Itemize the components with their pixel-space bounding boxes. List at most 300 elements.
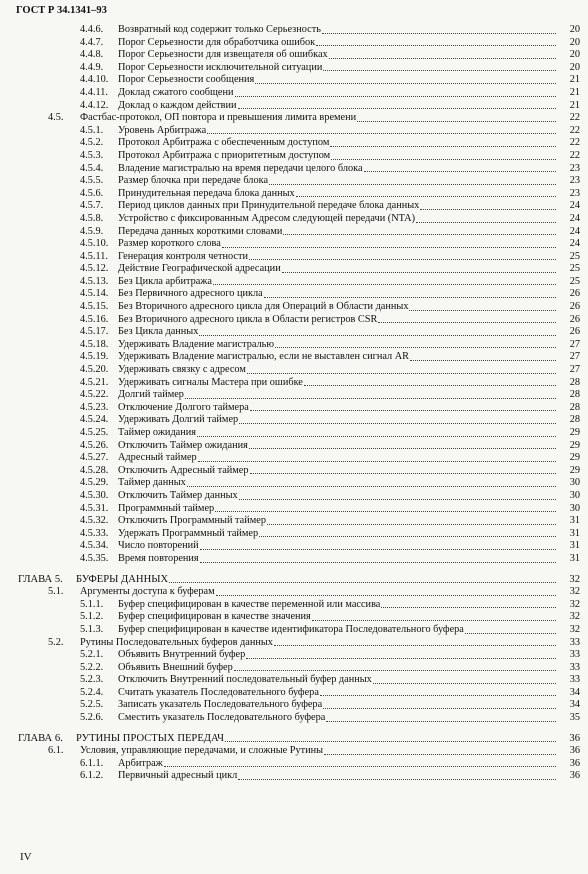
dot-leader — [234, 662, 556, 672]
toc-entry-title: Отключить Таймер ожидания — [118, 439, 248, 451]
toc-entry-title: Буфер специфицирован в качестве переменной или массива — [118, 598, 381, 610]
toc-entry-page: 32 — [569, 586, 580, 598]
toc-entry-title: Удерживать связку с адресом — [118, 364, 246, 376]
toc-entry-title: Арбитраж — [118, 757, 163, 769]
toc-entry-title: Отключить Адресный таймер — [118, 464, 249, 476]
toc-entry — [0, 452, 588, 465]
toc-entry-title-line — [76, 574, 556, 587]
toc-entry-title-line — [80, 586, 556, 599]
toc-entry-page: 30 — [569, 477, 580, 489]
toc-entry-number: 4.5. — [48, 112, 64, 124]
toc-entry — [0, 699, 588, 712]
toc-entry-number: 5.1.3. — [80, 623, 104, 635]
toc-entry-title: Период циклов данных при Принудительной передаче блока данных — [118, 200, 420, 212]
toc-entry — [0, 188, 588, 201]
toc-entry-title-line — [118, 100, 556, 113]
toc-entry — [0, 326, 588, 339]
toc-entry — [0, 150, 588, 163]
toc-entry-page: 32 — [569, 598, 580, 610]
toc-entry — [0, 100, 588, 113]
toc-entry — [0, 637, 588, 650]
toc-entry-page: 36 — [569, 757, 580, 769]
toc-entry-title: Удержать Программный таймер — [118, 527, 259, 539]
toc-entry — [0, 599, 588, 612]
toc-entry-number: 4.5.15. — [80, 301, 109, 313]
toc-entry — [0, 611, 588, 624]
dot-leader — [357, 112, 556, 122]
dot-leader — [222, 238, 556, 248]
toc-entry-page: 33 — [569, 674, 580, 686]
toc-entry-page: 32 — [569, 573, 580, 585]
toc-entry-page: 25 — [569, 275, 580, 287]
toc-entry-number: 4.5.31. — [80, 502, 109, 514]
toc-entry — [0, 427, 588, 440]
dot-leader — [283, 226, 556, 236]
dot-leader — [199, 326, 556, 336]
dot-leader — [198, 452, 556, 462]
toc-entry — [0, 586, 588, 599]
toc-entry-page: 30 — [569, 489, 580, 501]
toc-entry-page: 29 — [569, 427, 580, 438]
dot-leader — [259, 528, 556, 538]
toc-entry-title-line — [118, 288, 556, 301]
toc-entry-number: 5.1. — [48, 586, 64, 598]
toc-entry-title-line — [118, 389, 556, 402]
toc-entry-title-line — [118, 377, 556, 390]
dot-leader — [304, 377, 556, 387]
toc-entry-page: 24 — [569, 212, 580, 224]
toc-entry-page: 28 — [569, 414, 580, 426]
toc-entry — [0, 175, 588, 188]
toc-entry-title-line — [118, 649, 556, 662]
toc-entry-page: 23 — [569, 187, 580, 199]
toc-entry-number: 4.5.24. — [80, 414, 109, 426]
toc-entry-title-line — [80, 112, 556, 125]
dot-leader — [213, 276, 556, 286]
toc-entry-number: 4.5.7. — [80, 200, 104, 212]
toc-entry-title-line — [118, 188, 556, 201]
toc-entry-title: БУФЕРЫ ДАННЫХ — [76, 573, 169, 585]
toc-entry-title-line — [118, 465, 556, 478]
toc-entry-number: 5.2.1. — [80, 649, 104, 661]
toc-entry-number: 4.5.9. — [80, 225, 104, 237]
toc-entry-title: Порог Серьезности сообщения — [118, 74, 255, 86]
toc-entry-title-line — [118, 238, 556, 251]
toc-entry-page: 35 — [569, 712, 580, 724]
toc-entry-page: 36 — [569, 732, 580, 744]
toc-entry-title-line — [118, 87, 556, 100]
toc-entry — [0, 389, 588, 402]
toc-entry-title: Рутины Последовательных буферов данных — [80, 636, 273, 648]
toc-entry-title: Без Цикла данных — [118, 326, 199, 338]
dot-leader — [330, 137, 556, 147]
toc-entry-title-line — [118, 339, 556, 352]
toc-entry-title: Доклад о каждом действии — [118, 99, 237, 111]
dot-leader — [326, 712, 556, 722]
toc-entry-title-line — [118, 62, 556, 75]
dot-leader — [420, 200, 556, 210]
toc-entry-number: 4.4.11. — [80, 86, 108, 98]
toc-entry — [0, 112, 588, 125]
toc-entry-number: 4.5.34. — [80, 540, 109, 552]
toc-entry-page: 34 — [569, 686, 580, 698]
toc-entry — [0, 339, 588, 352]
dot-leader — [216, 586, 556, 596]
toc-entry-number: 5.2.3. — [80, 674, 104, 686]
toc-entry-title: Устройство с фиксированным Адресом следующей передачи (NTA) — [118, 212, 416, 224]
dot-leader — [465, 624, 556, 634]
toc-entry-title: Без Вторичного адресного цикла в Области регистров CSR — [118, 313, 378, 325]
toc-entry-title: Порог Серьезности исключительной ситуации — [118, 61, 323, 73]
toc-entry-page: 27 — [569, 351, 580, 363]
toc-entry-page: 20 — [569, 49, 580, 61]
toc-gap — [0, 725, 588, 733]
toc-entry — [0, 528, 588, 541]
toc-entry-title: Удерживать Владение магистралью — [118, 338, 275, 350]
dot-leader — [373, 674, 556, 684]
toc-entry-number: 4.5.29. — [80, 477, 109, 489]
toc-entry-number: 4.5.18. — [80, 338, 109, 350]
toc-entry-title: Отключить Таймер данных — [118, 489, 238, 501]
toc-entry-number: 4.5.3. — [80, 149, 104, 161]
toc-entry-title: Удерживать Долгий таймер — [118, 414, 239, 426]
toc-entry — [0, 477, 588, 490]
toc-entry — [0, 87, 588, 100]
toc-entry-page: 21 — [569, 99, 580, 111]
toc-entry-number: 5.2.4. — [80, 686, 104, 698]
toc-entry-title-line — [118, 540, 556, 553]
dot-leader — [255, 74, 556, 84]
toc-entry-title-line — [118, 528, 556, 541]
toc-entry-page: 31 — [569, 527, 580, 539]
toc-entry — [0, 364, 588, 377]
toc-entry-title: Условия, управляющие передачами, и сложные Рутины — [80, 745, 324, 757]
dot-leader — [197, 427, 556, 437]
dot-leader — [316, 37, 556, 47]
toc-entry — [0, 662, 588, 675]
toc-entry — [0, 213, 588, 226]
dot-leader — [247, 364, 556, 374]
toc-entry-number: 5.1.2. — [80, 611, 104, 623]
toc-entry-number: 4.5.23. — [80, 401, 109, 413]
toc-entry-title-line — [118, 452, 556, 465]
toc-entry-title-line — [118, 624, 556, 637]
toc-entry-title: Удерживать Владение магистралью, если не выставлен сигнал AR — [118, 351, 410, 363]
toc-entry-page: 36 — [569, 770, 580, 782]
dot-leader — [169, 574, 556, 584]
dot-leader — [238, 770, 556, 780]
toc-entry-page: 28 — [569, 376, 580, 388]
dot-leader — [239, 414, 556, 424]
toc-entry-number: 4.5.4. — [80, 162, 104, 174]
toc-entry-number: 4.5.28. — [80, 464, 109, 476]
toc-entry-title: Без Первичного адресного цикла — [118, 288, 263, 300]
toc-entry — [0, 137, 588, 150]
toc-entry — [0, 515, 588, 528]
toc-entry-title-line — [118, 163, 556, 176]
toc-entry — [0, 125, 588, 138]
toc-entry-title-line — [118, 662, 556, 675]
toc-entry-title: Объявить Внутренний буфер — [118, 649, 246, 661]
toc-entry-number: 6.1. — [48, 745, 64, 757]
toc-entry-title-line — [80, 745, 556, 758]
toc-entry-page: 30 — [569, 502, 580, 514]
toc-entry-page: 26 — [569, 326, 580, 338]
toc-entry-title-line — [80, 637, 556, 650]
toc-entry-title: Отключение Долгого таймера — [118, 401, 249, 413]
toc-entry-title: Владение магистралью на время передачи целого блока — [118, 162, 363, 174]
dot-leader — [409, 301, 556, 311]
dot-leader — [322, 24, 556, 34]
toc-entry-title: Протокол Арбитража с обеспеченным доступом — [118, 137, 330, 149]
toc-entry — [0, 540, 588, 553]
toc-entry-title: Уровень Арбитража — [118, 124, 207, 136]
toc-entry-title: Отключить Внутренний последовательный буфер данных — [118, 674, 372, 686]
toc-entry-page: 27 — [569, 364, 580, 376]
toc-entry-number: 6.1.1. — [80, 757, 104, 769]
dot-leader — [323, 62, 556, 72]
toc-entry-title: Без Цикла арбитража — [118, 275, 212, 287]
toc-entry — [0, 553, 588, 566]
dot-leader — [275, 339, 556, 349]
toc-entry-page: 36 — [569, 745, 580, 757]
toc-entry — [0, 238, 588, 251]
toc-entry-page: 26 — [569, 288, 580, 300]
toc-entry — [0, 62, 588, 75]
toc-entry-page: 27 — [569, 338, 580, 350]
toc-entry-number: 4.5.1. — [80, 124, 104, 136]
dot-leader — [185, 389, 556, 399]
toc-entry-title-line — [118, 213, 556, 226]
toc-entry-title-line — [118, 200, 556, 213]
toc-entry-number: 4.4.7. — [80, 36, 104, 48]
toc-entry-title: Отключить Программный таймер — [118, 515, 266, 527]
dot-leader — [323, 699, 556, 709]
toc-entry-page: 26 — [569, 313, 580, 325]
toc-entry-page: 29 — [569, 464, 580, 476]
toc-entry-number: 4.5.33. — [80, 527, 109, 539]
toc-entry-number: 4.5.25. — [80, 427, 109, 438]
toc-entry-number: 4.5.13. — [80, 275, 109, 287]
dot-leader — [296, 188, 556, 198]
toc-entry — [0, 687, 588, 700]
dot-leader — [269, 175, 556, 185]
dot-leader — [331, 150, 556, 160]
toc-entry-title: Долгий таймер — [118, 389, 184, 401]
toc-entry-title: Доклад сжатого сообщени — [118, 86, 234, 98]
toc-entry-title-line — [118, 49, 556, 62]
toc-entry-page: 29 — [569, 452, 580, 464]
toc-entry-title-line — [118, 314, 556, 327]
toc-entry — [0, 377, 588, 390]
toc-entry — [0, 37, 588, 50]
toc-entry-page: 22 — [569, 112, 580, 124]
toc-entry — [0, 414, 588, 427]
toc-entry-page: 24 — [569, 238, 580, 250]
toc-entry-number: ГЛАВА 6. — [18, 732, 63, 744]
toc-entry-title: РУТИНЫ ПРОСТЫХ ПЕРЕДАЧ — [76, 732, 224, 744]
toc-entry-title: Передача данных короткими словами — [118, 225, 283, 237]
toc-entry — [0, 674, 588, 687]
dot-leader — [320, 687, 556, 697]
toc-entry-title: Действие Географической адресации — [118, 263, 281, 275]
dot-leader — [282, 263, 556, 273]
toc-entry-title-line — [118, 226, 556, 239]
toc-entry-number: 4.5.2. — [80, 137, 104, 149]
toc-entry — [0, 226, 588, 239]
toc-entry-title: Адресный таймер — [118, 452, 197, 464]
page-number: IV — [20, 851, 32, 863]
toc-entry — [0, 503, 588, 516]
toc-entry-title-line — [118, 515, 556, 528]
toc-entry-number: 4.5.22. — [80, 389, 109, 401]
toc-entry-title-line — [76, 733, 556, 746]
toc-entry-title-line — [118, 326, 556, 339]
toc-entry-title-line — [118, 490, 556, 503]
toc-entry-number: 4.5.20. — [80, 364, 109, 376]
toc-entry — [0, 314, 588, 327]
toc-entry-page: 24 — [569, 200, 580, 212]
toc-entry-page: 21 — [569, 74, 580, 86]
toc-entry-title-line — [118, 414, 556, 427]
toc-entry-title: Время повторения — [118, 552, 199, 564]
dot-leader — [324, 745, 556, 755]
toc-entry — [0, 712, 588, 725]
dot-leader — [249, 440, 556, 450]
dot-leader — [235, 87, 556, 97]
toc-entry-page: 28 — [569, 389, 580, 401]
toc-entry-number: 4.4.6. — [80, 24, 104, 35]
toc-entry-title-line — [118, 758, 556, 771]
toc-entry-number: 4.5.21. — [80, 376, 109, 388]
toc-entry-title-line — [118, 440, 556, 453]
toc-entry-page: 33 — [569, 661, 580, 673]
toc-entry-page: 20 — [569, 36, 580, 48]
toc-entry-number: 4.5.5. — [80, 175, 104, 187]
toc-entry-title-line — [118, 477, 556, 490]
toc-entry-title-line — [118, 125, 556, 138]
toc-entry-number: 4.5.11. — [80, 250, 108, 262]
toc-entry-number: 4.5.16. — [80, 313, 109, 325]
toc-entry-title-line — [118, 175, 556, 188]
toc-entry-title-line — [118, 427, 556, 440]
toc-entry — [0, 440, 588, 453]
toc-entry-number: 5.2. — [48, 636, 64, 648]
toc-entry-number: 4.5.8. — [80, 212, 104, 224]
toc-entry — [0, 745, 588, 758]
toc-entry-number: 5.1.1. — [80, 598, 104, 610]
toc-entry-title: Удерживать сигналы Мастера при ошибке — [118, 376, 303, 388]
dot-leader — [246, 649, 556, 659]
toc-entry-title-line — [118, 699, 556, 712]
dot-leader — [187, 477, 556, 487]
toc-entry-page: 28 — [569, 401, 580, 413]
toc-entry-number: 5.2.2. — [80, 661, 104, 673]
toc-entry-number: 4.4.8. — [80, 49, 104, 61]
toc-entry-number: 5.2.5. — [80, 699, 104, 711]
toc-entry-page: 25 — [569, 250, 580, 262]
toc-entry-page: 22 — [569, 124, 580, 136]
toc-entry-title-line — [118, 553, 556, 566]
dot-leader — [207, 125, 556, 135]
toc-entry-number: 4.4.10. — [80, 74, 109, 86]
toc-entry-title: Сместить указатель Последовательного буфера — [118, 712, 326, 724]
toc-entry — [0, 758, 588, 771]
toc-entry-title-line — [118, 611, 556, 624]
toc-entry-title: Протокол Арбитража с приоритетным доступом — [118, 149, 331, 161]
dot-leader — [164, 758, 556, 768]
toc-entry-number: 4.5.30. — [80, 489, 109, 501]
toc-entry-page: 20 — [569, 61, 580, 73]
toc-entry — [0, 24, 588, 37]
toc-entry — [0, 402, 588, 415]
toc-entry-title: Буфер специфицирован в качестве значения — [118, 611, 311, 623]
toc-entry-title: Программный таймер — [118, 502, 215, 514]
toc-entry-title: Первичный адресный цикл — [118, 770, 238, 782]
toc-entry — [0, 288, 588, 301]
toc-entry-page: 22 — [569, 149, 580, 161]
toc-entry-title: Аргументы доступа к буферам — [80, 586, 215, 598]
toc-entry-title: Считать указатель Последовательного буфера — [118, 686, 319, 698]
toc-entry-page: 34 — [569, 699, 580, 711]
dot-leader — [378, 314, 556, 324]
toc-entry-page: 31 — [569, 515, 580, 527]
table-of-contents — [0, 24, 588, 783]
toc-entry-number: 4.5.19. — [80, 351, 109, 363]
toc-entry-number: 4.5.12. — [80, 263, 109, 275]
dot-leader — [364, 163, 556, 173]
toc-entry-number: 4.5.27. — [80, 452, 109, 464]
toc-entry — [0, 465, 588, 478]
dot-leader — [239, 490, 556, 500]
toc-entry-number: 4.4.9. — [80, 61, 104, 73]
dot-leader — [200, 553, 556, 563]
toc-entry-page: 26 — [569, 301, 580, 313]
dot-leader — [329, 49, 556, 59]
toc-gap — [0, 566, 588, 574]
toc-entry-title-line — [118, 770, 556, 783]
toc-entry — [0, 74, 588, 87]
toc-entry-number: 5.2.6. — [80, 712, 104, 724]
toc-entry-number: 4.5.6. — [80, 187, 104, 199]
toc-entry-title: Порог Серьезности для обработчика ошибок — [118, 36, 316, 48]
toc-entry — [0, 649, 588, 662]
toc-entry-title-line — [118, 712, 556, 725]
toc-entry-page: 33 — [569, 636, 580, 648]
toc-entry-title: Принудительная передача блока данных — [118, 187, 295, 199]
toc-entry — [0, 490, 588, 503]
toc-entry-number: 4.4.12. — [80, 99, 109, 111]
dot-leader — [250, 402, 556, 412]
toc-entry-title-line — [118, 301, 556, 314]
toc-entry-page: 29 — [569, 439, 580, 451]
toc-entry-title-line — [118, 276, 556, 289]
toc-entry-title: Возвратный код содержит только Серьезность — [118, 24, 321, 35]
dot-leader — [200, 540, 556, 550]
toc-entry-number: 4.5.17. — [80, 326, 109, 338]
toc-entry-title-line — [118, 137, 556, 150]
toc-entry-page: 20 — [569, 24, 580, 35]
toc-entry-page: 31 — [569, 552, 580, 564]
toc-entry-page: 25 — [569, 263, 580, 275]
dot-leader — [250, 465, 556, 475]
toc-entry-number: 4.5.14. — [80, 288, 109, 300]
toc-entry-number: ГЛАВА 5. — [18, 573, 63, 585]
toc-entry-title-line — [118, 37, 556, 50]
toc-entry-number: 6.1.2. — [80, 770, 104, 782]
toc-entry-page: 32 — [569, 611, 580, 623]
toc-entry-title: Таймер данных — [118, 477, 186, 489]
